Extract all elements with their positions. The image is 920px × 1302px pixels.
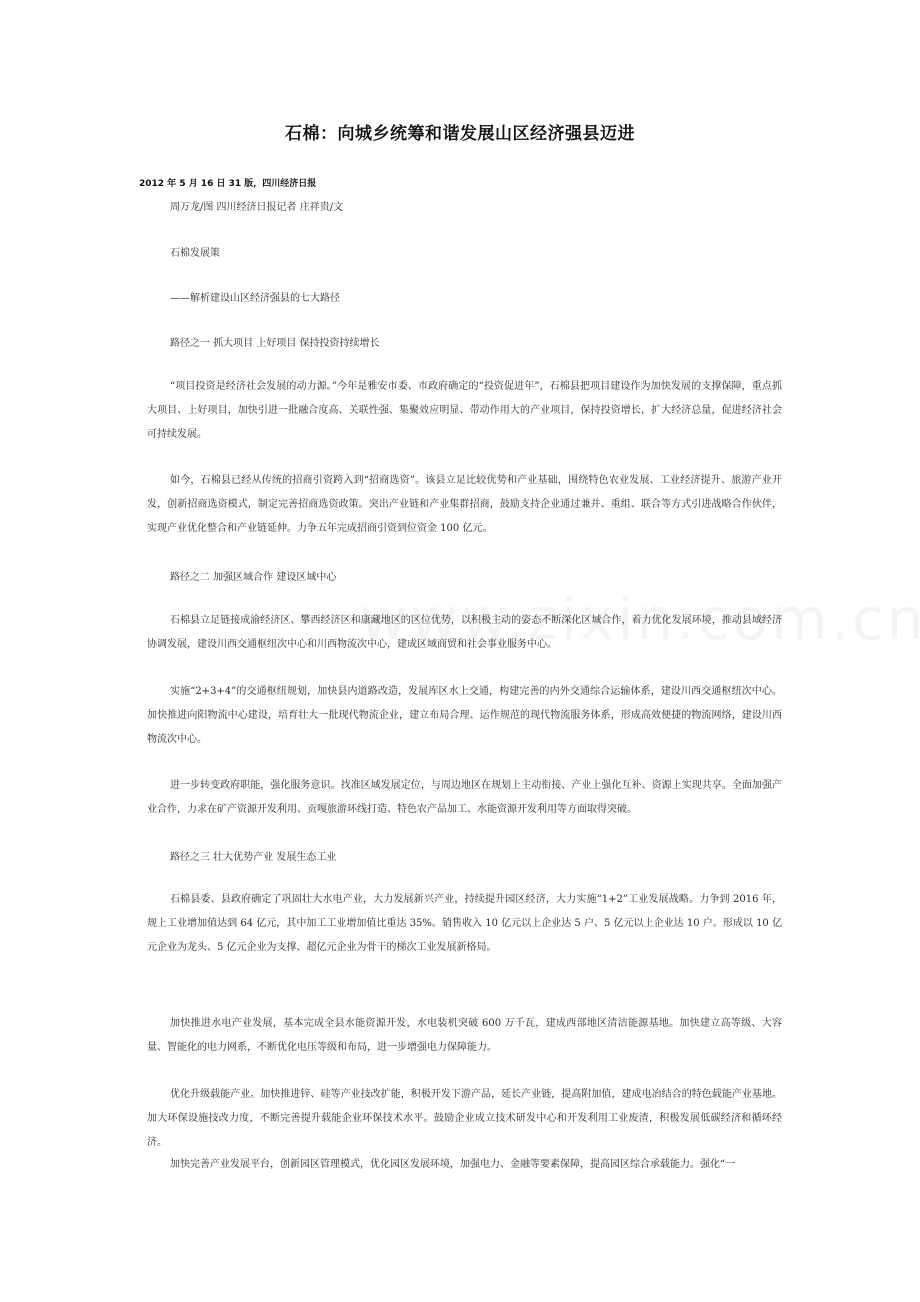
paragraph-9: 加快完善产业发展平台，创新园区管理模式，优化园区发展环境，加强电力、金融等要素保障，提高园区综合承载能力。强化“一	[170, 1159, 736, 1170]
article-subtitle: ——解析建设山区经济强县的七大路径	[170, 293, 340, 304]
paragraph-3: 石棉县立足链接成渝经济区、攀西经济区和康藏地区的区位优势，以积极主动的姿态不断深化区域合作，着力优化发展环境，推动县域经济协调发展，建设川西交通枢纽次中心和川西物流次中心，建成区域商贸和社会事业服务中心。	[147, 615, 782, 650]
section-heading-path-1: 路径之一 抓大项目 上好项目 保持投资持续增长	[170, 338, 380, 349]
article-dateline: 2012 年 5 月 16 日 31 版，四川经济日报	[139, 179, 317, 189]
article-byline: 周万龙/图 四川经济日报记者 庄祥贵/文	[170, 202, 344, 213]
column-name: 石棉发展策	[170, 248, 220, 259]
article-title: 石棉：向城乡统筹和谐发展山区经济强县迈进	[285, 124, 635, 144]
paragraph-6: 石棉县委、县政府确定了巩固壮大水电产业，大力发展新兴产业，持续提升园区经济，大力实施“1+2”工业发展战略。力争到 2016 年，规上工业增加值达到 64 亿元，其中加工工业增加值比重达 35%。销售收入 10 亿元以上企业达 5 户、5 亿元以上企业达 10 户。形成以 10 亿元企业为龙头、5 亿元企业为支撑、超亿元企业为骨干的梯次工业发展新格局。	[147, 894, 782, 953]
paragraph-8: 优化升级载能产业。加快推进锌、硅等产业技改扩能，积极开发下游产品，延长产业链，提高附加值，建成电冶结合的特色载能产业基地。加大环保设施技改力度，不断完善提升载能企业环保技术水平。鼓励企业成立技术研发中心和开发利用工业废渣，积极发展低碳经济和循环经济。	[147, 1089, 782, 1148]
paragraph-5: 进一步转变政府职能，强化服务意识。找准区域发展定位，与周边地区在规划上主动衔接、产业上强化互补、资源上实现共享。全面加强产业合作，力求在矿产资源开发利用、贡嘎旅游环线打造、特色农产品加工、水能资源开发利用等方面取得突破。	[147, 780, 782, 815]
paragraph-1: “项目投资是经济社会发展的动力源。”今年是雅安市委、市政府确定的“投资促进年”，石棉县把项目建设作为加快发展的支撑保障，重点抓大项目、上好项目，加快引进一批融合度高、关联性强、集聚效应明显、带动作用大的产业项目，保持投资增长，扩大经济总量，促进经济社会可持续发展。	[147, 381, 782, 440]
paragraph-2: 如今，石棉县已经从传统的招商引资跨入到“招商选资”。该县立足比较优势和产业基础，围绕特色农业发展、工业经济提升、旅游产业开发，创新招商选资模式，制定完善招商选资政策。突出产业链和产业集群招商，鼓励支持企业通过兼并、重组、联合等方式引进战略合作伙伴，实现产业优化整合和产业链延伸。力争五年完成招商引资到位资金 100 亿元。	[147, 475, 782, 534]
paragraph-7: 加快推进水电产业发展，基本完成全县水能资源开发，水电装机突破 600 万千瓦，建成西部地区清洁能源基地。加快建立高等级、大容量、智能化的电力网系，不断优化电压等级和布局，进一步增强电力保障能力。	[147, 1018, 782, 1053]
paragraph-4: 实施“2+3+4”的交通枢纽规划，加快县内道路改造，发展库区水上交通，构建完善的内外交通综合运输体系，建设川西交通枢纽次中心。加快推进向阳物流中心建设，培育壮大一批现代物流企业，建立布局合理、运作规范的现代物流服务体系，形成高效便捷的物流网络，建设川西物流次中心。	[147, 686, 782, 745]
section-heading-path-2: 路径之二 加强区域合作 建设区域中心	[170, 572, 337, 583]
section-heading-path-3: 路径之三 壮大优势产业 发展生态工业	[170, 852, 337, 863]
